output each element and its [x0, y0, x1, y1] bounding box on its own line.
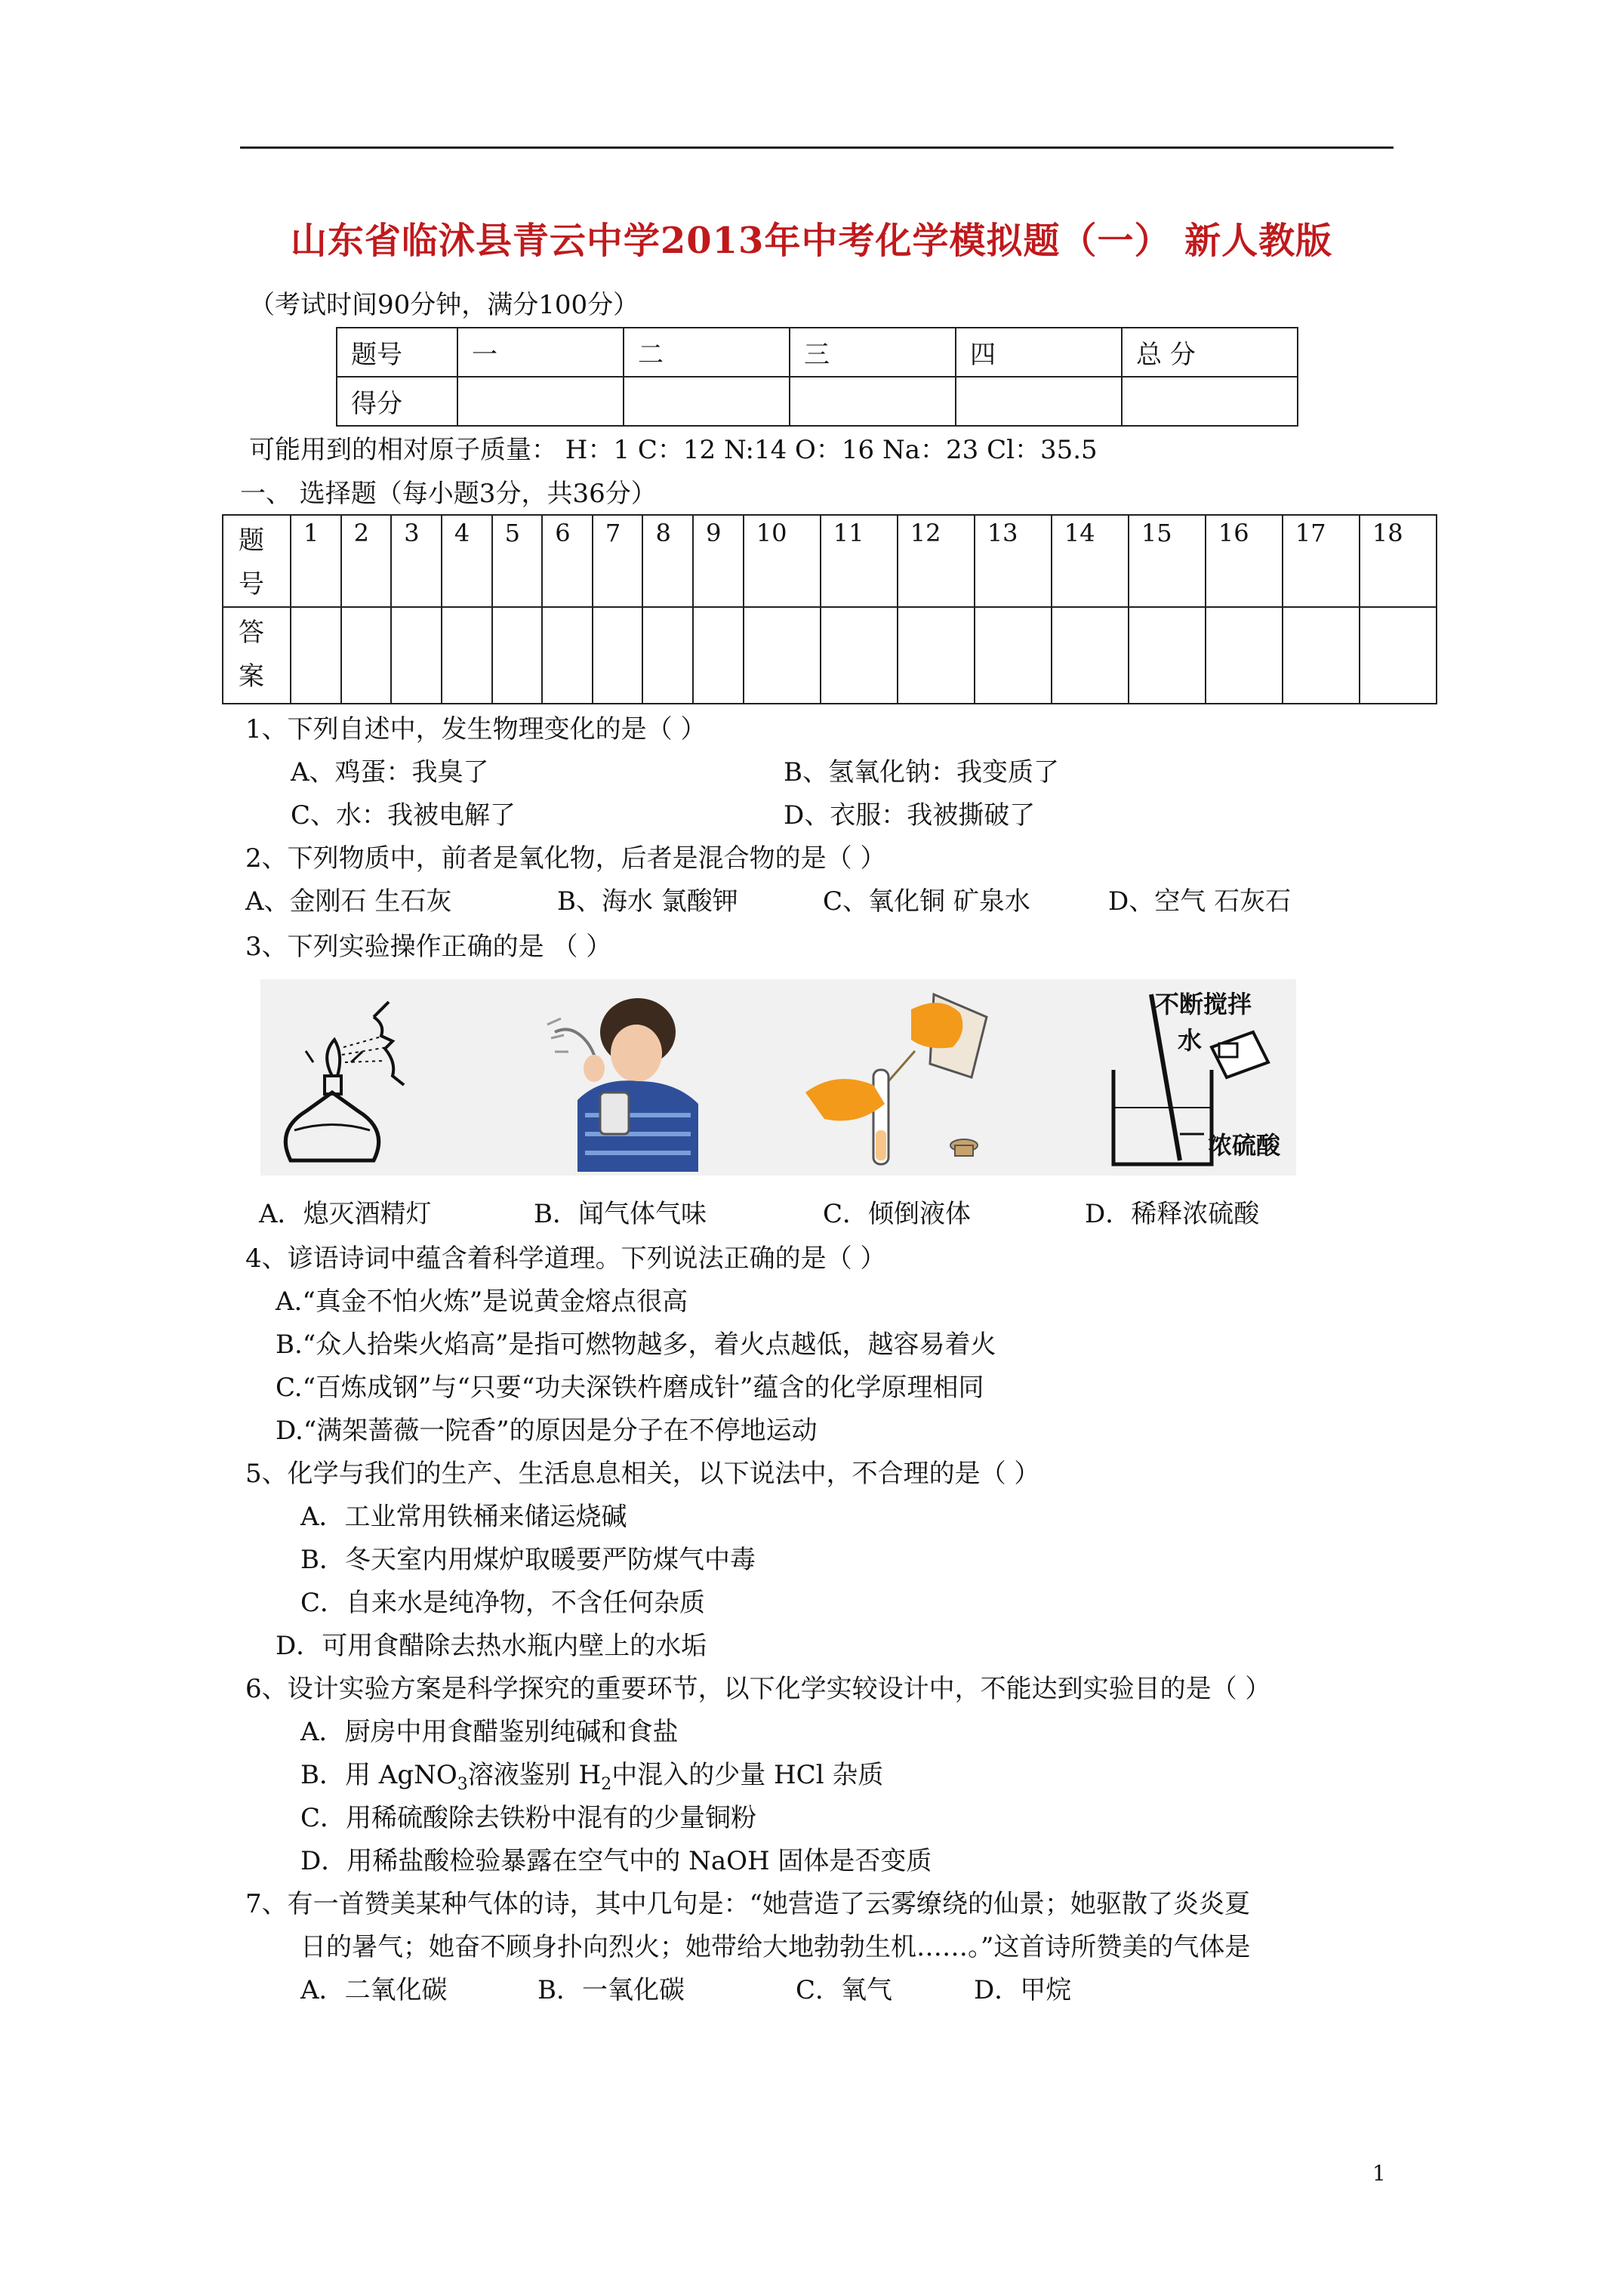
acid-label: 浓硫酸 [1208, 1131, 1281, 1160]
answer-cell[interactable] [492, 607, 543, 704]
q3-option-d: D．稀释浓硫酸 [1085, 1199, 1260, 1229]
q2-option-a: A、金刚石 生石灰 [245, 886, 452, 917]
q1-option-c: C、水：我被电解了 [291, 800, 516, 831]
q6-option-d: D．用稀盐酸检验暴露在空气中的 NaOH 固体是否变质 [300, 1846, 932, 1876]
answer-table-number-row [223, 515, 1437, 607]
q6-option-c: C．用稀硫酸除去铁粉中混有的少量铜粉 [300, 1803, 757, 1833]
q7-option-d: D．甲烷 [974, 1975, 1072, 2005]
answer-cell[interactable] [1052, 607, 1129, 704]
answer-cell[interactable] [341, 607, 392, 704]
score-cell[interactable] [790, 377, 956, 426]
q3-stem: 3、下列实验操作正确的是 （ ） [245, 932, 612, 962]
score-row-label: 得分 [337, 377, 457, 426]
q7-option-b: B．一氧化碳 [537, 1975, 685, 2005]
q6-b-subscript: 2 [601, 1774, 612, 1794]
q2-option-c: C、氧化铜 矿泉水 [823, 886, 1030, 917]
score-col-header: 四 [956, 328, 1122, 377]
question-number-cell: 18 [1360, 515, 1437, 607]
question-number-cell: 9 [693, 515, 744, 607]
answer-row-label [223, 515, 291, 607]
q2-option-d: D、空气 石灰石 [1108, 886, 1292, 917]
q7-option-a: A．二氧化碳 [300, 1975, 448, 2005]
header-rule [240, 146, 1394, 149]
question-number-cell: 1 [291, 515, 341, 607]
question-number-cell: 13 [975, 515, 1052, 607]
q6-stem: 6、设计实验方案是科学探究的重要环节，以下化学实较设计中，不能达到实验目的是（ ） [245, 1674, 1271, 1704]
q5-option-a: A．工业常用铁桶来储运烧碱 [300, 1502, 627, 1532]
question-number-cell: 17 [1283, 515, 1360, 607]
q6-option-b [300, 1758, 883, 1801]
score-cell[interactable] [457, 377, 624, 426]
q6-b-text: 溶液鉴别 H [467, 1760, 602, 1790]
answer-table [222, 514, 1437, 704]
score-cell[interactable] [956, 377, 1122, 426]
answer-table-answer-row [223, 607, 1437, 704]
q4-option-a: A.“真金不怕火炼”是说黄金熔点很高 [276, 1287, 688, 1317]
answer-cell[interactable] [898, 607, 975, 704]
answer-cell[interactable] [1283, 607, 1360, 704]
water-label: 水 [1178, 1026, 1203, 1055]
score-col-header: 二 [624, 328, 790, 377]
score-cell[interactable] [1122, 377, 1298, 426]
question-number-cell: 4 [442, 515, 492, 607]
question-number-cell: 16 [1206, 515, 1283, 607]
q6-b-text: B．用 AgNO [300, 1760, 457, 1790]
q3-figure-strip [260, 979, 1296, 1176]
answer-cell[interactable] [1206, 607, 1283, 704]
q6-option-a: A．厨房中用食醋鉴别纯碱和食盐 [300, 1717, 679, 1747]
q7-stem-line1: 7、有一首赞美某种气体的诗，其中几句是：“她营造了云雾缭绕的仙景；她驱散了炎炎夏 [245, 1889, 1251, 1919]
q5-option-c: C．自来水是纯净物，不含任何杂质 [300, 1588, 706, 1618]
q7-stem-line2: 日的暑气；她奋不顾身扑向烈火；她带给大地勃勃生机……。”这首诗所赞美的气体是 [300, 1932, 1251, 1962]
q3-option-c: C．倾倒液体 [823, 1199, 972, 1229]
q1-option-d: D、衣服：我被撕破了 [784, 800, 1036, 831]
answer-cell[interactable] [693, 607, 744, 704]
score-col-header: 总 分 [1122, 328, 1298, 377]
q1-option-b: B、氢氧化钠：我变质了 [784, 757, 1059, 787]
question-number-cell: 11 [821, 515, 898, 607]
question-number-cell: 3 [391, 515, 442, 607]
score-cell[interactable] [624, 377, 790, 426]
alcohol-lamp-figure [260, 979, 457, 1176]
page-number: 1 [1372, 2161, 1386, 2186]
label-char: 答 [239, 618, 264, 648]
pour-liquid-figure [798, 979, 1009, 1176]
score-col-header: 一 [457, 328, 624, 377]
question-number-cell: 8 [642, 515, 693, 607]
q5-option-b: B．冬天室内用煤炉取暖要严防煤气中毒 [300, 1545, 756, 1575]
label-char: 案 [239, 661, 264, 692]
answer-cell[interactable] [744, 607, 821, 704]
q4-stem: 4、谚语诗词中蕴含着科学道理。下列说法正确的是（ ） [245, 1244, 886, 1274]
question-number-cell: 6 [542, 515, 593, 607]
score-col-header: 三 [790, 328, 956, 377]
question-number-cell: 7 [593, 515, 643, 607]
answer-cell[interactable] [391, 607, 442, 704]
label-char: 号 [239, 569, 264, 599]
score-col-header: 题号 [337, 328, 457, 377]
atomic-masses: 可能用到的相对原子质量： H：1 C：12 N:14 O：16 Na：23 Cl：35.5 [249, 435, 1098, 465]
q7-option-c: C．氧气 [796, 1975, 893, 2005]
score-table-score-row [337, 377, 1298, 426]
q3-option-b: B．闻气体气味 [534, 1199, 707, 1229]
stir-label: 不断搅拌 [1155, 990, 1252, 1019]
label-char: 题 [239, 525, 264, 556]
answer-cell[interactable] [593, 607, 643, 704]
answer-cell[interactable] [975, 607, 1052, 704]
score-table-header-row [337, 328, 1298, 377]
q6-b-subscript: 3 [457, 1774, 468, 1794]
answer-row-label [223, 607, 291, 704]
q1-stem: 1、下列自述中，发生物理变化的是（ ） [245, 714, 707, 744]
question-number-cell: 12 [898, 515, 975, 607]
q1-option-a: A、鸡蛋：我臭了 [291, 757, 489, 787]
exam-info: （考试时间90分钟，满分100分） [249, 290, 639, 320]
q4-option-c: C.“百炼成钢”与“只要“功夫深铁杵磨成针”蕴含的化学原理相同 [276, 1373, 984, 1403]
q5-option-d: D．可用食醋除去热水瓶内壁上的水垢 [276, 1631, 707, 1661]
question-number-cell: 15 [1129, 515, 1206, 607]
answer-cell[interactable] [542, 607, 593, 704]
question-number-cell: 2 [341, 515, 392, 607]
question-number-cell: 14 [1052, 515, 1129, 607]
answer-cell[interactable] [1360, 607, 1437, 704]
section1-heading: 一、 选择题（每小题3分，共36分） [240, 479, 657, 509]
q6-b-text: 中混入的少量 HCl 杂质 [611, 1760, 884, 1790]
q2-option-b: B、海水 氯酸钾 [557, 886, 738, 917]
q4-option-b: B.“众人拾柴火焰高”是指可燃物越多，着火点越低，越容易着火 [276, 1330, 996, 1360]
answer-cell[interactable] [1129, 607, 1206, 704]
answer-cell[interactable] [442, 607, 492, 704]
q4-option-d: D.“满架蔷薇一院香”的原因是分子在不停地运动 [276, 1416, 818, 1446]
answer-cell[interactable] [291, 607, 341, 704]
question-number-cell: 5 [492, 515, 543, 607]
smell-gas-figure [525, 979, 721, 1176]
question-number-cell: 10 [744, 515, 821, 607]
page-title: 山东省临沭县青云中学2013年中考化学模拟题（一） 新人教版 [290, 220, 1333, 262]
q2-stem: 2、下列物质中，前者是氧化物，后者是混合物的是（ ） [245, 843, 886, 874]
score-table [336, 327, 1298, 427]
q5-stem: 5、化学与我们的生产、生活息息相关，以下说法中，不合理的是（ ） [245, 1459, 1040, 1489]
answer-cell[interactable] [821, 607, 898, 704]
answer-cell[interactable] [642, 607, 693, 704]
q3-option-a: A．熄灭酒精灯 [259, 1199, 432, 1229]
